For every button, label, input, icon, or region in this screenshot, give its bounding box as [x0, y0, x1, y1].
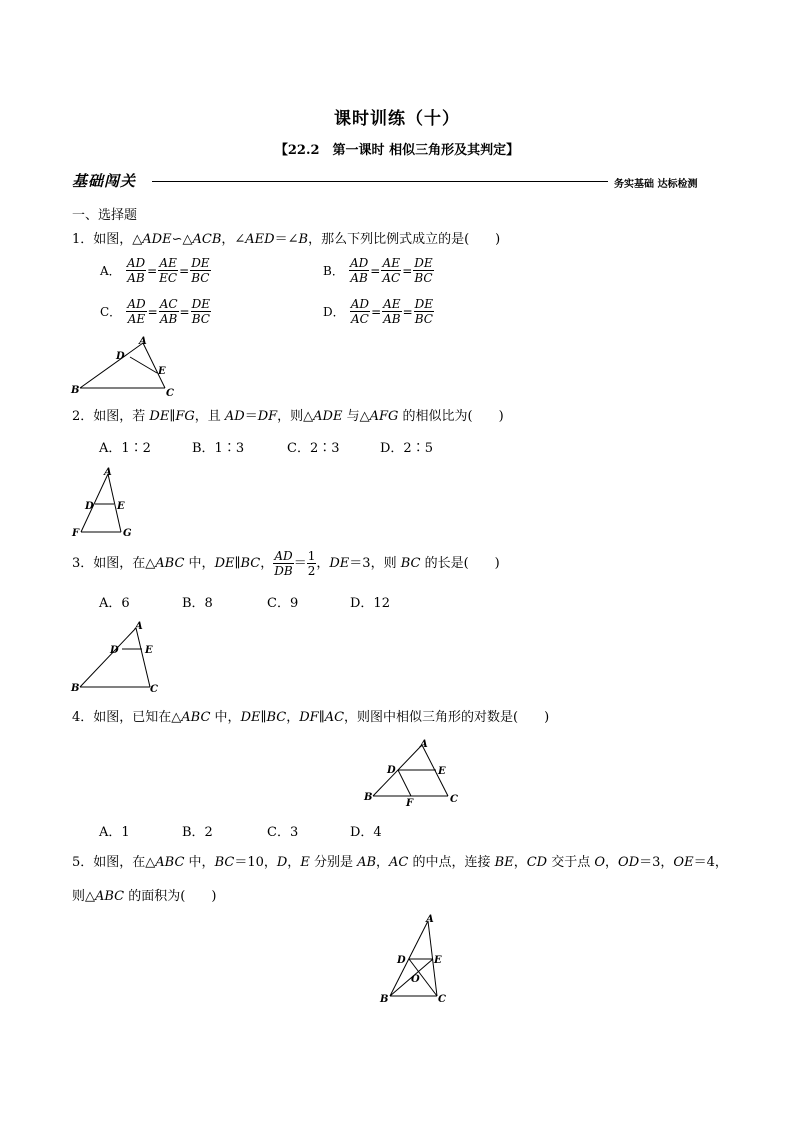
q2-part: ，则△ [277, 409, 314, 424]
q1-part: AED [245, 232, 275, 247]
denominator: AB [383, 312, 401, 326]
q5-part: E [300, 855, 310, 870]
q4-figure [356, 732, 466, 810]
q2-option-c: C．2∶3 [287, 441, 340, 456]
segment-ac [136, 628, 150, 687]
fraction [382, 297, 401, 326]
q1-figure [66, 335, 186, 399]
numerator: AD [349, 256, 369, 270]
q4-option-a: A．1 [99, 825, 130, 840]
label-c: C [166, 388, 174, 399]
q5-part: 5．如图，在△ [72, 855, 156, 870]
q5-part: CD [526, 855, 548, 870]
q2-part: DF [257, 409, 278, 424]
q4-option-d: D．4 [350, 825, 382, 840]
label-f: F [406, 798, 414, 809]
q5-part: AC [389, 855, 409, 870]
q5-part: 交于点 [547, 855, 595, 870]
q5-part: O [594, 855, 606, 870]
q5-part: BC [214, 855, 235, 870]
denominator: 2 [307, 564, 316, 578]
label-e: E [438, 766, 446, 777]
q3-option-b: B．8 [182, 596, 213, 611]
q1-part: B [298, 232, 309, 247]
q4-part: ABC [181, 710, 211, 725]
q4-part: 中， [210, 710, 241, 725]
q5-part: D [276, 855, 288, 870]
label-g: G [123, 528, 132, 539]
q5-part: ， [605, 855, 619, 870]
q2-part: DE∥FG [149, 409, 195, 424]
label-a: A [420, 739, 428, 750]
equals: = [147, 304, 158, 319]
label-b: B [364, 792, 373, 803]
q1-option-b [322, 256, 434, 285]
segment-de [130, 357, 157, 373]
numerator: AC [159, 297, 178, 311]
q2-part: AD [224, 409, 245, 424]
fraction [126, 256, 146, 285]
denominator: AB [350, 271, 368, 285]
q5-part: BE [494, 855, 514, 870]
label-f: F [72, 528, 80, 539]
equals: = [179, 263, 190, 278]
q5-part: 分别是 [309, 855, 358, 870]
q5-part: ＝4， [693, 855, 728, 870]
q3-part: 3．如图，在△ [72, 556, 156, 571]
q1-option-c [99, 297, 211, 326]
label-b: B [380, 994, 389, 1005]
q5-part: 中， [184, 855, 215, 870]
option-letter: C． [100, 305, 122, 319]
label-a: A [135, 621, 143, 632]
q4-part: ， [286, 710, 300, 725]
label-e: E [117, 501, 125, 512]
fraction [413, 256, 433, 285]
section-label: 一、选择题 [72, 208, 138, 223]
q1-option-a [99, 256, 211, 285]
q1-part: ，那么下列比例式成立的是( ) [308, 232, 501, 247]
fraction [191, 297, 211, 326]
denominator: BC [414, 271, 433, 285]
segment-ba [80, 628, 136, 687]
q2-part: ＝ [244, 409, 258, 424]
denominator: DB [274, 564, 293, 578]
q3-part: ， [316, 556, 330, 571]
question-1-text [72, 228, 500, 247]
q5-part: OE [673, 855, 694, 870]
q1-part: ACB [192, 232, 222, 247]
fraction [381, 256, 401, 285]
denominator: BC [191, 271, 210, 285]
q1-part: ADE [142, 232, 172, 247]
q4-option-c: C．3 [267, 825, 299, 840]
equals: = [402, 304, 413, 319]
q2-part: 与△ [342, 409, 370, 424]
option-letter: A． [100, 264, 121, 278]
fraction [159, 297, 179, 326]
question-5-line2 [72, 885, 216, 904]
q4-part: DF∥AC [299, 710, 345, 725]
q3-part: DE [329, 556, 350, 571]
q5-part: 的面积为( ) [124, 889, 217, 904]
q1-part: ＝∠ [274, 232, 299, 247]
q5-part: OD [618, 855, 640, 870]
label-d: D [85, 501, 94, 512]
fraction [190, 256, 210, 285]
q1-option-d [322, 297, 434, 326]
equals: = [370, 263, 381, 278]
equals: = [147, 263, 158, 278]
page-subtitle: 【22.2 第一课时 相似三角形及其判定】 [274, 143, 520, 158]
q3-part: ， [260, 556, 274, 571]
denominator: AB [127, 271, 145, 285]
label-d: D [116, 351, 125, 362]
q5-part: 的中点，连接 [408, 855, 495, 870]
numerator: DE [414, 256, 433, 270]
fraction [350, 297, 370, 326]
question-2-text [72, 405, 504, 424]
equals: = [179, 304, 190, 319]
label-c: C [150, 684, 158, 695]
fraction [126, 297, 146, 326]
label-c: C [438, 994, 446, 1005]
label-e: E [158, 366, 166, 377]
q5-part: ， [513, 855, 527, 870]
label-o: O [411, 974, 420, 985]
question-5-text [72, 851, 728, 870]
q1-part: ，∠ [221, 232, 246, 247]
segment-df [398, 770, 411, 796]
label-a: A [426, 914, 434, 925]
q3-part: ＝3，则 [349, 556, 401, 571]
banner-right-label: 务实基础 达标检测 [614, 179, 698, 190]
denominator: AC [382, 271, 401, 285]
banner-left-label: 基础闯关 [72, 172, 137, 190]
q2-option-d: D．2∶5 [380, 441, 433, 456]
q5-part: ， [287, 855, 301, 870]
question-4-text [72, 706, 549, 725]
denominator: AB [159, 312, 178, 326]
label-a: A [139, 336, 147, 347]
denominator: EC [159, 271, 178, 285]
numerator: AD [350, 297, 370, 311]
fraction [158, 256, 178, 285]
fraction-ad-db [273, 549, 293, 578]
q3-part: 中， [184, 556, 215, 571]
q2-figure [66, 464, 146, 540]
numerator: DE [414, 297, 434, 311]
option-letter: D． [323, 305, 345, 319]
q5-part: ＝3， [639, 855, 674, 870]
q2-part: AFG [369, 409, 399, 424]
q1-part: ∽△ [171, 232, 193, 247]
q5-part: ABC [95, 889, 125, 904]
q2-option-a: A．1∶2 [99, 441, 151, 456]
q1-part: 1．如图，△ [72, 232, 143, 247]
q2-part: ADE [313, 409, 343, 424]
q3-part: DE∥BC [214, 556, 261, 571]
denominator: AC [350, 312, 369, 326]
denominator: BC [191, 312, 210, 326]
question-3-text [72, 549, 500, 578]
q2-part: ，且 [194, 409, 225, 424]
numerator: AD [127, 297, 146, 311]
q3-part: 的长是( ) [420, 556, 500, 571]
q2-option-b: B．1∶3 [192, 441, 245, 456]
equals: = [371, 304, 382, 319]
q3-option-c: C．9 [267, 596, 299, 611]
segment-ba [80, 343, 143, 388]
q2-part: 的相似比为( ) [398, 409, 504, 424]
label-e: E [145, 645, 153, 656]
numerator: AD [274, 549, 293, 563]
q2-part: 2．如图，若 [72, 409, 150, 424]
q3-figure [66, 616, 176, 696]
q3-option-d: D．12 [350, 596, 390, 611]
numerator: AE [383, 297, 401, 311]
q4-part: 4．如图，已知在△ [72, 710, 182, 725]
q3-part: ＝ [293, 556, 307, 571]
q4-part: DE∥BC [240, 710, 287, 725]
numerator: AE [382, 256, 400, 270]
label-a: A [104, 467, 112, 478]
q5-part: AB [357, 855, 377, 870]
q3-option-a: A．6 [99, 596, 130, 611]
q5-part: ， [376, 855, 390, 870]
numerator: AD [126, 256, 146, 270]
label-e: E [434, 955, 442, 966]
q4-part: ，则图中相似三角形的对数是( ) [344, 710, 550, 725]
q3-part: ABC [155, 556, 185, 571]
denominator: AE [127, 312, 146, 326]
option-letter: B． [323, 264, 344, 278]
numerator: DE [191, 256, 210, 270]
banner-divider [152, 181, 608, 182]
label-b: B [71, 385, 80, 396]
numerator: AE [159, 256, 177, 270]
q3-part: BC [400, 556, 421, 571]
fraction [414, 297, 434, 326]
fraction [349, 256, 369, 285]
numerator: DE [191, 297, 210, 311]
label-d: D [110, 645, 119, 656]
page-title: 课时训练（十） [334, 109, 460, 129]
equals: = [402, 263, 413, 278]
q5-part: ＝10， [234, 855, 277, 870]
label-d: D [387, 765, 396, 776]
label-c: C [450, 794, 458, 805]
label-b: B [71, 683, 80, 694]
q4-option-b: B．2 [182, 825, 213, 840]
q5-part: 则△ [72, 889, 95, 904]
fraction-half [307, 549, 317, 578]
numerator: 1 [307, 549, 316, 563]
q5-part: ABC [155, 855, 185, 870]
denominator: BC [414, 312, 433, 326]
label-d: D [397, 955, 406, 966]
q5-figure [370, 908, 460, 1008]
